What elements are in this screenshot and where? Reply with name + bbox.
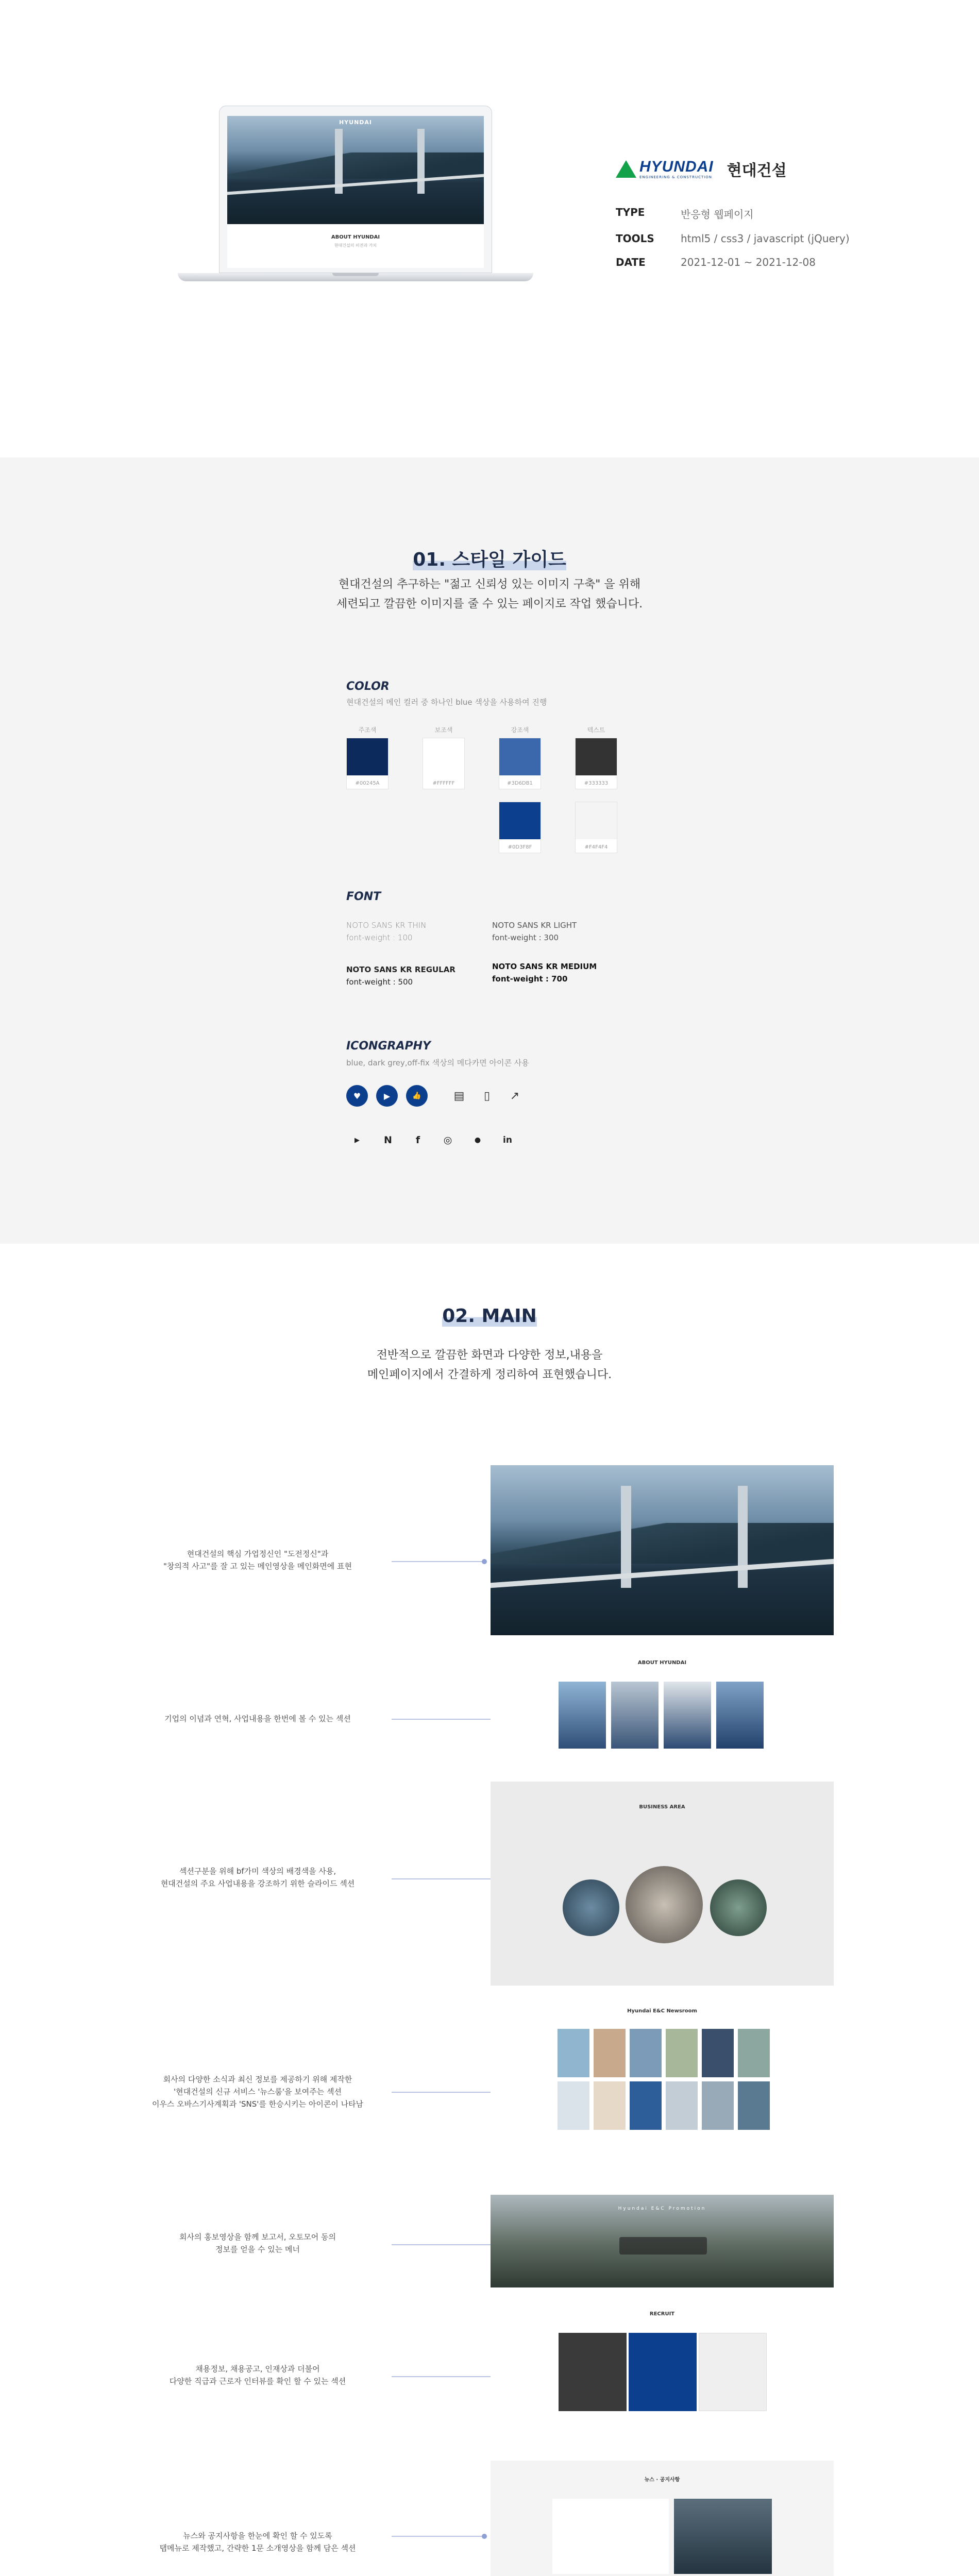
connector-line xyxy=(392,2376,501,2377)
laptop-screen xyxy=(227,116,484,268)
project-info xyxy=(616,158,884,280)
like-icon: 👍 xyxy=(406,1085,428,1107)
icon-description: blue, dark grey,off-fix 색상의 메다카면 아이콘 사용 xyxy=(346,1058,529,1067)
icon-label: ICONGRAPHY xyxy=(346,1040,431,1053)
font-item: NOTO SANS KR LIGHT font-weight : 300 xyxy=(492,921,577,942)
guide-subtitle-1: 현대건설의 추구하는 "젊고 신뢰성 있는 이미지 구축" 을 위해 xyxy=(338,578,641,591)
logo-triangle-icon xyxy=(616,160,636,178)
thumb-business: BUSINESS AREA xyxy=(491,1782,834,1986)
color-label: COLOR xyxy=(346,680,390,693)
thumb-video: Hyundai E&C Promotion xyxy=(491,2195,834,2287)
info-value: 반응형 웹페이지 xyxy=(681,208,754,221)
color-swatch: #FFFFFF xyxy=(423,738,465,789)
kakaotalk-icon: ● xyxy=(474,1136,481,1144)
row-description: 현대건설의 핵심 가업정신인 "도전정신"과 "창의적 사고"를 잘 고 있는 메인영상을 메인화면에 표현 xyxy=(163,1549,352,1571)
youtube-icon: ▶ xyxy=(355,1136,360,1144)
color-name: 강조색 xyxy=(511,726,529,734)
main-subtitle-2: 메인페이지에서 간결하게 정리하여 표현했습니다. xyxy=(367,1368,612,1381)
hero-section xyxy=(0,0,979,457)
screen-logo: HYUNDAI xyxy=(339,119,373,126)
color-name: 주조색 xyxy=(358,726,377,734)
row-description: 섹션구분을 위해 bf가미 색상의 배경색을 사용, 현대건설의 주요 사업내용을 강조하기 위한 슬라이드 섹션 xyxy=(160,1867,355,1888)
style-guide-section xyxy=(0,457,979,1244)
thumb-recruit: RECRUIT xyxy=(491,2307,834,2431)
bridge-image xyxy=(227,116,484,224)
color-swatch: #3D6DB1 xyxy=(499,738,541,789)
brand-row xyxy=(616,158,884,180)
info-date xyxy=(616,256,884,268)
color-swatch: #333333 xyxy=(575,738,617,789)
connector-line xyxy=(392,1719,501,1720)
color-name: 보조색 xyxy=(434,726,453,734)
main-title: 02. MAIN xyxy=(442,1306,537,1327)
info-key: DATE xyxy=(616,256,646,268)
info-type xyxy=(616,206,884,221)
connector-line xyxy=(392,2244,500,2245)
thumb-hero xyxy=(491,1465,834,1635)
info-key: TYPE xyxy=(616,206,645,218)
thumb-notice: 뉴스 · 공지사항 xyxy=(491,2461,834,2576)
info-tools xyxy=(616,232,884,245)
linkedin-icon: in xyxy=(503,1135,512,1145)
tablet-icon: ▯ xyxy=(483,1089,491,1103)
company-name: 현대건설 xyxy=(727,162,787,180)
color-description: 현대건설의 메인 컬러 중 하나인 blue 색상을 사용하여 진행 xyxy=(346,698,547,707)
main-subtitle-1: 전반적으로 깔끔한 화면과 다양한 정보,내용을 xyxy=(376,1349,603,1362)
info-value: 2021-12-01 ~ 2021-12-08 xyxy=(681,256,816,268)
row-description: 채용정보, 채용공고, 인재상과 더불어 다양한 직급과 근로자 인터뷰를 확인 할 수 있는 섹션 xyxy=(169,2364,346,2386)
thumb-newsroom: Hyundai E&C Newsroom xyxy=(491,2006,834,2135)
instagram-icon: ◎ xyxy=(443,1134,452,1146)
guide-title: 01. 스타일 가이드 xyxy=(413,549,566,570)
trend-icon: ↗ xyxy=(510,1089,520,1103)
naver-icon: N xyxy=(384,1134,392,1146)
connector-line xyxy=(392,1878,500,1879)
connector-line xyxy=(392,2092,495,2093)
document-icon: ▤ xyxy=(453,1089,465,1103)
info-key: TOOLS xyxy=(616,232,654,245)
screen-caption-title: ABOUT HYUNDAI xyxy=(331,234,380,240)
font-item: NOTO SANS KR MEDIUM font-weight : 700 xyxy=(492,962,597,984)
logo-subtext: ENGINEERING & CONSTRUCTION xyxy=(639,175,713,179)
info-value: html5 / css3 / javascript (jQuery) xyxy=(681,232,850,245)
connector-line xyxy=(392,1561,484,1562)
laptop-mockup xyxy=(178,106,533,332)
color-swatch: #00245A xyxy=(346,738,389,789)
font-label: FONT xyxy=(346,890,381,903)
logo-wordmark: HYUNDAI xyxy=(639,158,714,175)
facebook-icon: f xyxy=(415,1134,420,1146)
row-description: 회사의 다양한 소식과 최신 정보를 제공하기 위해 제작한 '현대건설의 신규 서비스 '뉴스룸'을 보여주는 섹션 이우스 오바스기사계획과 'SNS'를 한승시키는 아이콘이 나타남 xyxy=(151,2075,364,2109)
color-swatch: #0D3F8F xyxy=(499,802,541,853)
row-description: 회사의 홍보영상을 함께 보고서, 오토모어 동의 정보를 얻을 수 있는 메너 xyxy=(179,2232,336,2254)
color-swatch: #F4F4F4 xyxy=(575,802,617,853)
color-name: 텍스트 xyxy=(587,726,605,734)
font-item: NOTO SANS KR REGULAR font-weight : 500 xyxy=(346,965,455,987)
font-item: NOTO SANS KR THIN font-weight : 100 xyxy=(346,921,427,942)
row-description: 뉴스와 공지사항을 한눈에 확인 할 수 있도록 탭메뉴로 제작했고, 간략한 1문 소개영상을 함께 담은 섹션 xyxy=(159,2531,356,2553)
guide-subtitle-2: 세련되고 깔끔한 이미지를 줄 수 있는 페이지로 작업 했습니다. xyxy=(336,598,643,611)
thumb-about: ABOUT HYUNDAI xyxy=(491,1656,834,1769)
heart-icon: ♥ xyxy=(346,1085,368,1107)
row-description: 기업의 이념과 연혁, 사업내용을 한번에 볼 수 있는 섹션 xyxy=(164,1714,351,1723)
laptop-notch xyxy=(332,273,379,276)
connector-line xyxy=(392,2536,484,2537)
screen-caption-sub: 현대건설의 비전과 가치 xyxy=(334,243,377,248)
play-icon: ▶ xyxy=(376,1085,398,1107)
main-section xyxy=(0,1244,979,2576)
hyundai-logo xyxy=(616,159,714,179)
